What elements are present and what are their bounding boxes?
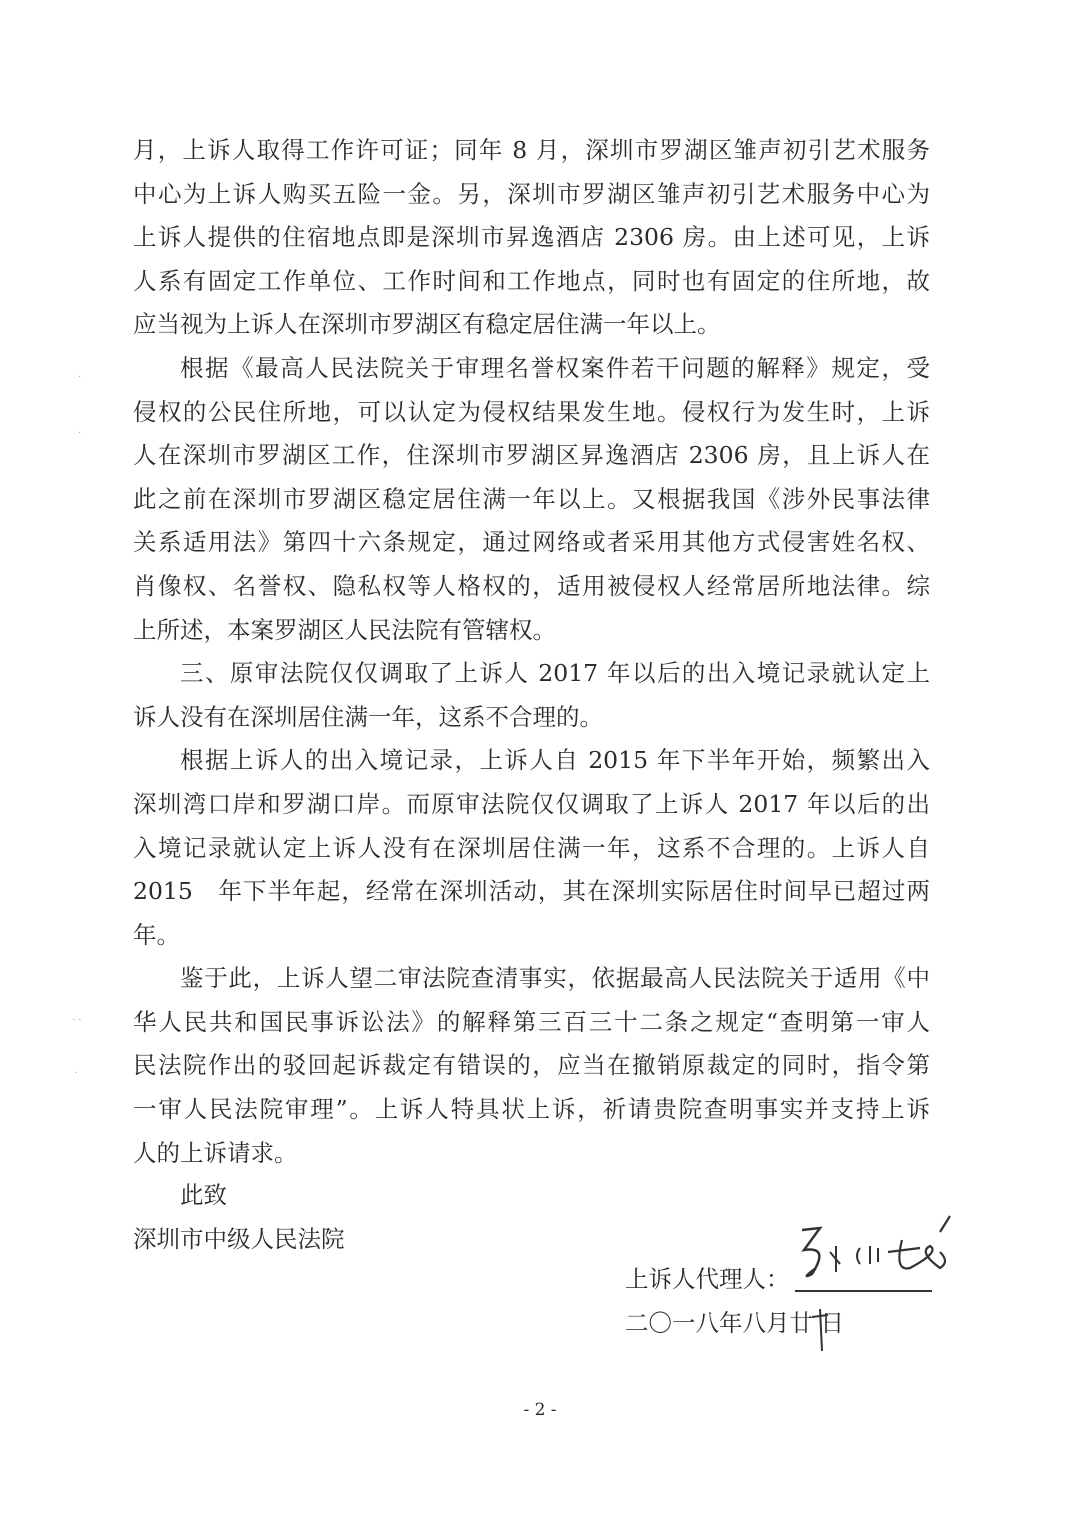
handwritten-date-stroke bbox=[808, 1305, 832, 1355]
text-line: 此之前在深圳市罗湖区稳定居住满一年以上。又根据我国《涉外民事法律 bbox=[133, 484, 930, 513]
text-line: 月，上诉人取得工作许可证；同年 8 月，深圳市罗湖区雏声初引艺术服务 bbox=[133, 136, 930, 164]
text-line: 关系适用法》第四十六条规定，通过网络或者采用其他方式侵害姓名权、 bbox=[133, 528, 930, 557]
text-line: 侵权的公民住所地，可以认定为侵权结果发生地。侵权行为发生时，上诉 bbox=[133, 397, 930, 426]
text-line: 根据上诉人的出入境记录，上诉人自 2015 年下半年开始，频繁出入 bbox=[180, 746, 930, 775]
scan-mark: · bbox=[78, 428, 82, 439]
signature-date: 二〇一八年八月廿 日 bbox=[625, 1308, 844, 1337]
handwritten-signature bbox=[790, 1212, 960, 1302]
salutation: 此致 bbox=[180, 1181, 227, 1209]
text-line: 根据《最高人民法院关于审理名誉权案件若干问题的解释》规定，受 bbox=[180, 353, 930, 382]
text-line: 人系有固定工作单位、工作时间和工作地点，同时也有固定的住所地，故 bbox=[133, 266, 930, 295]
text-line: 上所述，本案罗湖区人民法院有管辖权。 bbox=[133, 615, 556, 644]
text-line: 三、原审法院仅仅调取了上诉人 2017 年以后的出入境记录就认定上 bbox=[180, 659, 930, 688]
text-line: 2015 年下半年起，经常在深圳活动，其在深圳实际居住时间早已超过两 bbox=[133, 877, 930, 906]
text-line: 诉人没有在深圳居住满一年，这系不合理的。 bbox=[133, 702, 603, 731]
text-line: 肖像权、名誉权、隐私权等人格权的，适用被侵权人经常居所地法律。综 bbox=[133, 571, 930, 600]
scan-mark: · bbox=[78, 372, 82, 383]
text-line: 民法院作出的驳回起诉裁定有错误的，应当在撤销原裁定的同时，指令第 bbox=[133, 1051, 930, 1080]
document-body bbox=[133, 129, 930, 1175]
page-number: - 2 - bbox=[523, 1400, 557, 1420]
text-line: 上诉人提供的住宿地点即是深圳市昇逸酒店 2306 房。由上述可见，上诉 bbox=[133, 223, 930, 252]
text-line: 鉴于此，上诉人望二审法院查清事实，依据最高人民法院关于适用《中 bbox=[180, 964, 930, 993]
text-line: 深圳湾口岸和罗湖口岸。而原审法院仅仅调取了上诉人 2017 年以后的出 bbox=[133, 789, 930, 818]
text-line: 一审人民法院审理”。上诉人特具状上诉，祈请贵院查明事实并支持上诉 bbox=[133, 1095, 930, 1124]
recipient: 深圳市中级人民法院 bbox=[133, 1225, 345, 1253]
text-line: 入境记录就认定上诉人没有在深圳居住满一年，这系不合理的。上诉人自 bbox=[133, 833, 930, 862]
scan-mark: · · bbox=[72, 1015, 82, 1026]
text-line: 应当视为上诉人在深圳市罗湖区有稳定居住满一年以上。 bbox=[133, 310, 721, 339]
text-line: 人的上诉请求。 bbox=[133, 1138, 298, 1167]
text-line: 中心为上诉人购买五险一金。另，深圳市罗湖区雏声初引艺术服务中心为 bbox=[133, 179, 930, 208]
scan-mark: · bbox=[74, 1068, 78, 1079]
text-line: 年。 bbox=[133, 920, 180, 949]
signature-label: 上诉人代理人： bbox=[625, 1265, 790, 1293]
text-line: 人在深圳市罗湖区工作，住深圳市罗湖区昇逸酒店 2306 房，且上诉人在 bbox=[133, 441, 930, 470]
text-line: 华人民共和国民事诉讼法》的解释第三百三十二条之规定“查明第一审人 bbox=[133, 1007, 930, 1036]
